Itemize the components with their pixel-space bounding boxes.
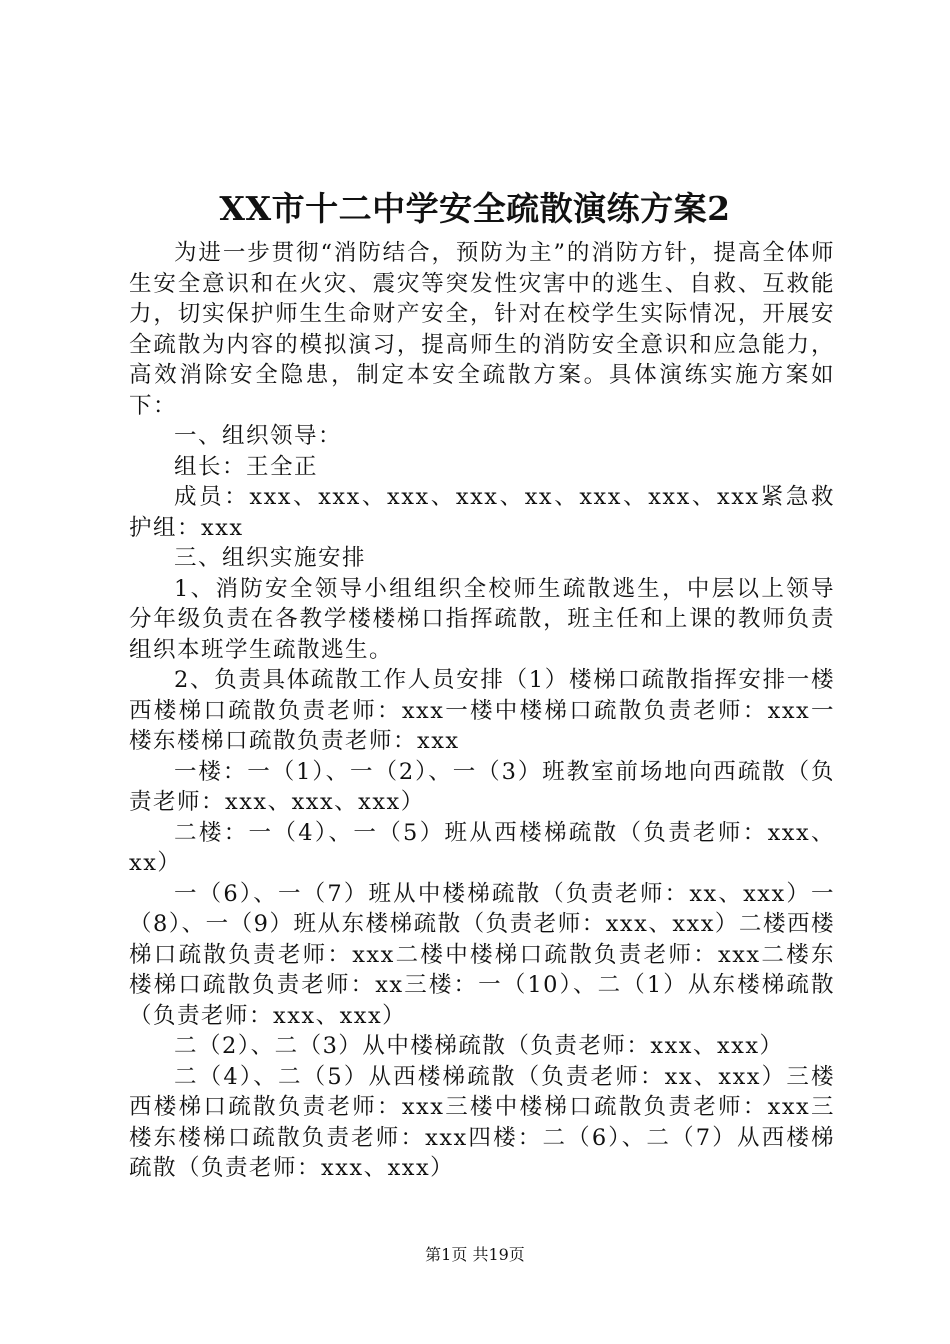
document-title: XX市十二中学安全疏散演练方案2: [219, 189, 731, 228]
paragraph-floor-3-middle: 二（2）、二（3）从中楼梯疏散（负责老师：xxx、xxx）: [174, 1033, 784, 1059]
document-body: [129, 238, 835, 1184]
paragraph-item-2: 2、负责具体疏散工作人员安排（1）楼梯口疏散指挥安排一楼西楼梯口疏散负责老师：xxx一楼中楼梯口疏散负责老师：xxx一楼东楼梯口疏散负责老师：xxx: [129, 667, 835, 754]
paragraph-floor-3-4: 二（4）、二（5）从西楼梯疏散（负责老师：xx、xxx）三楼西楼梯口疏散负责老师：xxx三楼中楼梯口疏散负责老师：xxx三楼东楼梯口疏散负责老师：xxx四楼：二（6）、二（7）从西楼梯疏散（负责老师：xxx、xxx）: [129, 1063, 835, 1181]
page-footer: 第1页 共19页: [425, 1245, 525, 1264]
paragraph-item-1: 1、消防安全领导小组组织全校师生疏散逃生，中层以上领导分年级负责在各教学楼楼梯口指挥疏散，班主任和上课的教师负责组织本班学生疏散逃生。: [129, 575, 835, 663]
paragraph-floor-1: 一楼：一（1）、一（2）、一（3）班教室前场地向西疏散（负责老师：xxx、xxx、xxx）: [129, 758, 835, 815]
paragraph-section-arrangement: 三、组织实施安排: [174, 545, 367, 571]
paragraph-floor-2-3: 一（6）、一（7）班从中楼梯疏散（负责老师：xx、xxx）一（8）、一（9）班从东楼梯疏散（负责老师：xxx、xxx）二楼西楼梯口疏散负责老师：xxx二楼中楼梯口疏散负责老师：xxx二楼东楼梯口疏散负责老师：xx三楼：一（10）、二（1）从东楼梯疏散（负责老师：xxx、xxx）: [129, 880, 835, 1029]
paragraph-floor-2: 二楼：一（4）、一（5）班从西楼梯疏散（负责老师：xxx、xx）: [129, 819, 835, 876]
paragraph-section-leadership: 一、组织领导：: [174, 423, 343, 449]
paragraph-team-leader: 组长：王全正: [174, 453, 319, 480]
paragraph-intro: 为进一步贯彻“消防结合，预防为主”的消防方针，提高全体师生安全意识和在火灾、震灾等突发性灾害中的逃生、自救、互救能力，切实保护师生生命财产安全，针对在校学生实际情况，开展安全疏散为内容的模拟演习，提高师生的消防安全意识和应急能力，高效消除安全隐患，制定本安全疏散方案。具体演练实施方案如下：: [129, 240, 835, 419]
paragraph-members: 成员：xxx、xxx、xxx、xxx、xx、xxx、xxx、xxx紧急救护组：xxx: [129, 484, 835, 541]
